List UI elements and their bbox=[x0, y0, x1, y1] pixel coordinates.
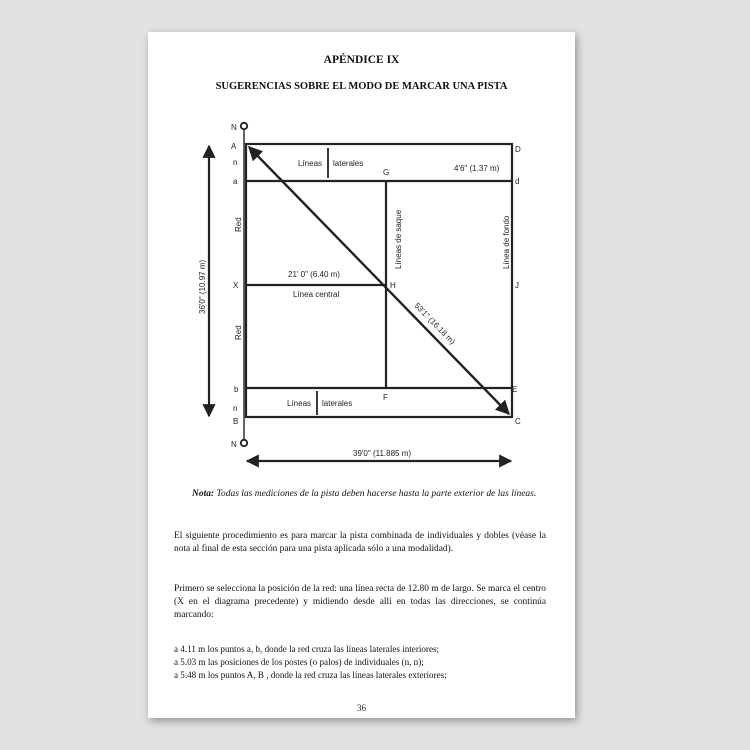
label-laterales-top: laterales bbox=[333, 159, 364, 168]
label-A: A bbox=[231, 142, 237, 151]
label-center-line: Línea central bbox=[293, 290, 340, 299]
label-B: B bbox=[233, 417, 239, 426]
label-J: J bbox=[515, 281, 519, 290]
note bbox=[192, 488, 540, 501]
list-item: a 4.11 m los puntos a, b, donde la red cruza las líneas laterales interiores; bbox=[174, 644, 440, 654]
label-b: b bbox=[234, 385, 239, 394]
label-lineas-bottom: Líneas bbox=[287, 399, 312, 408]
paragraph-2: Primero se selecciona la posición de la red: una línea recta de 12.80 m de largo. Se marca el centro (X en el diagrama precedente) y midiendo desde allí en todas las direcciones, se continúa marcando: bbox=[174, 584, 546, 620]
label-X: X bbox=[233, 281, 239, 290]
label-n-bottom: n bbox=[233, 404, 238, 413]
diagonal-measure bbox=[249, 147, 509, 414]
label-N-bottom: N bbox=[231, 440, 237, 449]
label-H: H bbox=[390, 281, 396, 290]
label-red-top: Red bbox=[234, 217, 243, 232]
list-item: a 5.48 m los puntos A, B , donde la red cruza las líneas laterales exteriores; bbox=[174, 670, 447, 680]
court-diagram bbox=[148, 32, 575, 472]
section-title: SUGERENCIAS SOBRE EL MODO DE MARCAR UNA PISTA bbox=[215, 81, 508, 92]
book-page bbox=[148, 32, 575, 718]
label-baseline: Línea de fondo bbox=[502, 215, 511, 269]
label-laterales-bottom: laterales bbox=[322, 399, 353, 408]
paragraph-1: El siguiente procedimiento es para marcar la pista combinada de individuales y dobles (véase la nota al final de esta sección para una pista aplicada sólo a una modalidad). bbox=[174, 531, 546, 554]
label-width-small: 4'6" (1.37 m) bbox=[454, 164, 500, 173]
label-n-top: n bbox=[233, 158, 238, 167]
label-G: G bbox=[383, 168, 390, 177]
label-D: D bbox=[515, 145, 521, 154]
note-label: Nota: bbox=[192, 489, 215, 499]
label-C: C bbox=[515, 417, 521, 426]
label-center-distance: 21' 0" (6.40 m) bbox=[288, 270, 340, 279]
note-text: Todas las mediciones de la pista deben hacerse hasta la parte exterior de las líneas. bbox=[214, 489, 537, 499]
label-N-top: N bbox=[231, 123, 237, 132]
label-height: 36'0" (10.97 m) bbox=[198, 259, 207, 314]
label-a: a bbox=[233, 177, 238, 186]
label-diagonal: 53'1" (16.18 m) bbox=[412, 301, 457, 347]
label-bottom-width: 39'0" (11.885 m) bbox=[353, 449, 412, 458]
post-bottom bbox=[241, 440, 247, 446]
page-number: 36 bbox=[357, 703, 366, 713]
label-E: E bbox=[512, 385, 518, 394]
label-d: d bbox=[515, 177, 520, 186]
label-service-lines: Líneas de saque bbox=[394, 209, 403, 269]
measurement-list bbox=[174, 643, 554, 682]
label-F: F bbox=[383, 393, 388, 402]
label-lineas-top: Líneas bbox=[298, 159, 323, 168]
post-top bbox=[241, 123, 247, 129]
appendix-title: APÉNDICE IX bbox=[323, 54, 400, 66]
list-item: a 5.03 m las posiciones de los postes (o palos) de individuales (n, n); bbox=[174, 657, 424, 667]
label-red-bottom: Red bbox=[234, 325, 243, 340]
